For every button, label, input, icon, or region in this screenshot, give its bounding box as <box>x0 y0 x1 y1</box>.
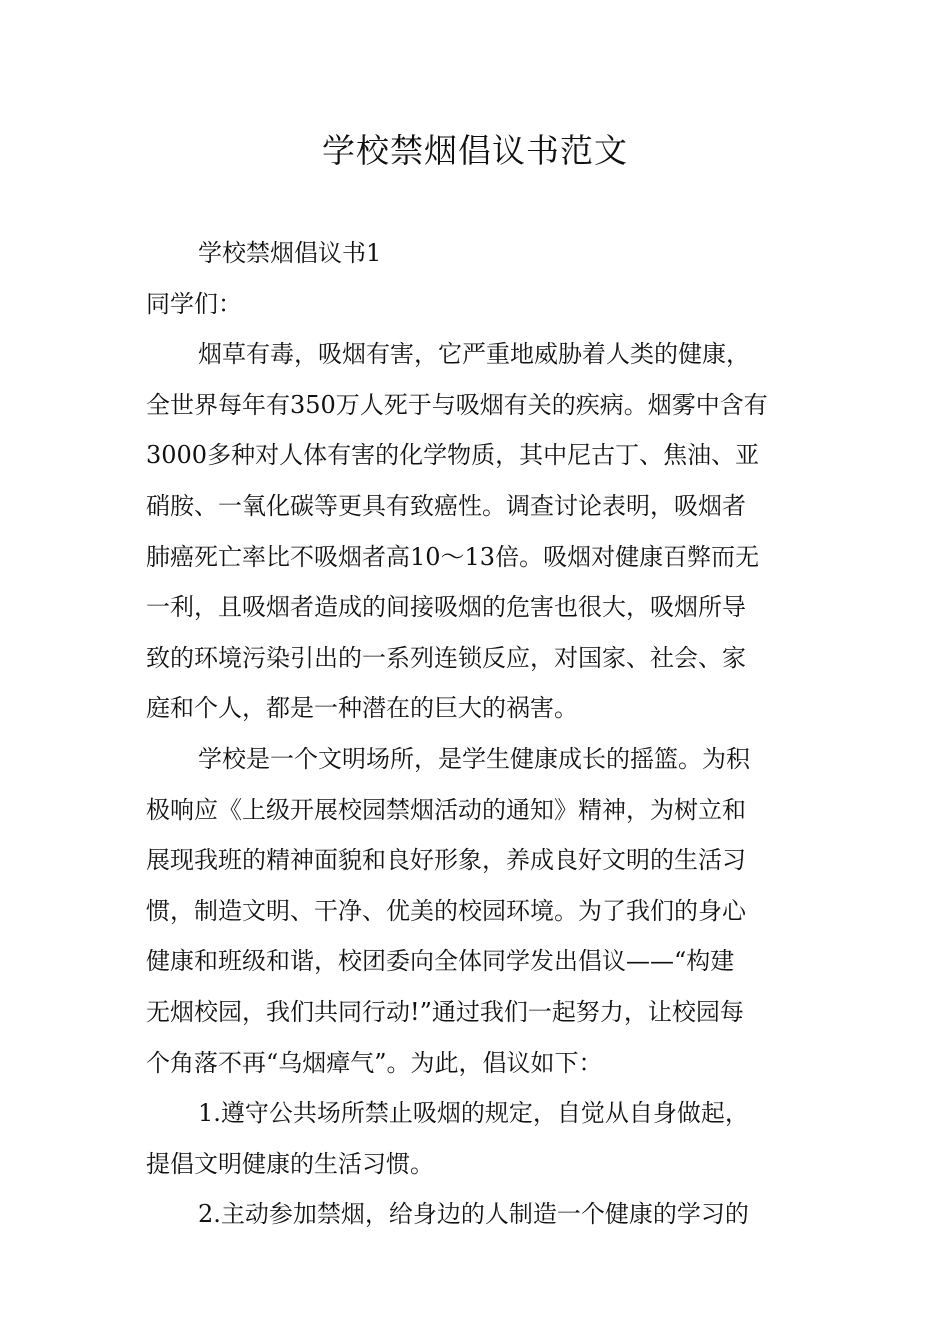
text-line: 1.遵守公共场所禁止吸烟的规定，自觉从自身做起， <box>198 1099 749 1128</box>
text-line: 烟草有毒，吸烟有害，它严重地威胁着人类的健康， <box>198 340 750 369</box>
text-line: 同学们： <box>146 289 242 318</box>
document-body <box>146 228 811 1240</box>
text-line: 2.主动参加禁烟，给身边的人制造一个健康的学习的 <box>198 1200 749 1229</box>
text-line: 致的环境污染引出的一系列连锁反应，对国家、社会、家 <box>146 643 746 672</box>
text-line: 个角落不再“乌烟瘴气”。为此，倡议如下： <box>146 1048 603 1077</box>
document-title: 学校禁烟倡议书范文 <box>322 131 628 170</box>
text-line: 学校是一个文明场所，是学生健康成长的摇篮。为积 <box>198 744 750 773</box>
text-line: 3000多种对人体有害的化学物质，其中尼古丁、焦油、亚 <box>146 441 760 470</box>
text-line: 展现我班的精神面貌和良好形象，养成良好文明的生活习 <box>146 846 746 875</box>
text-line: 惯，制造文明、干净、优美的校园环境。为了我们的身心 <box>146 896 746 925</box>
text-line: 提倡文明健康的生活习惯。 <box>146 1149 434 1178</box>
text-line: 庭和个人，都是一种潜在的巨大的祸害。 <box>146 694 578 723</box>
text-line: 极响应《上级开展校园禁烟活动的通知》精神，为树立和 <box>146 795 746 824</box>
text-line: 无烟校园，我们共同行动!”通过我们一起努力，让校园每 <box>146 997 744 1026</box>
text-line: 一利，且吸烟者造成的间接吸烟的危害也很大，吸烟所导 <box>146 593 746 622</box>
text-line: 全世界每年有350万人死于与吸烟有关的疾病。烟雾中含有 <box>146 390 768 419</box>
text-line: 健康和班级和谐，校团委向全体同学发出倡议——“构建 <box>146 947 735 976</box>
text-line: 学校禁烟倡议书1 <box>198 239 382 267</box>
text-line: 硝胺、一氧化碳等更具有致癌性。调查讨论表明，吸烟者 <box>146 491 746 520</box>
text-line: 肺癌死亡率比不吸烟者高10～13倍。吸烟对健康百弊而无 <box>146 542 760 571</box>
